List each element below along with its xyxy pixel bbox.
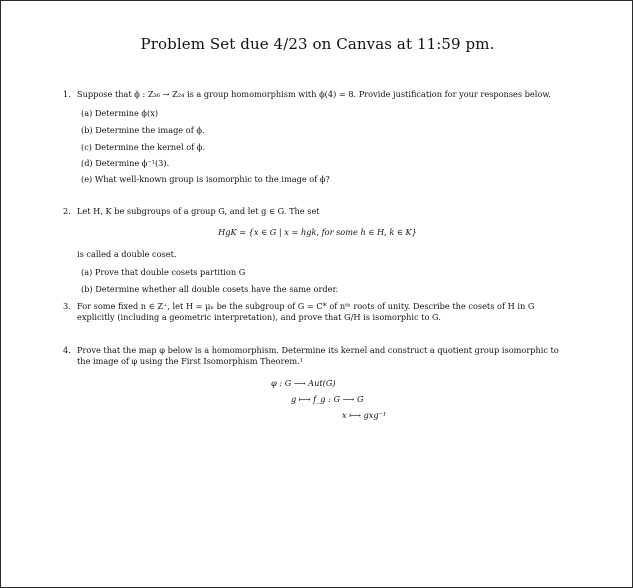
problem-text-line-1: For some fixed n ∈ Z⁺, let H = μₙ be the subgroup of G = C* of nᵗʰ roots of unity. Describe the cosets of H in G bbox=[77, 301, 535, 311]
map-line-1: φ : G ⟶ Aut(G) bbox=[271, 378, 336, 388]
problem-3 bbox=[63, 301, 603, 323]
problem-text: Let H, K be subgroups of a group G, and let g ∈ G. The set bbox=[77, 206, 320, 216]
problem-text-line-1: Prove that the map φ below is a homomorphism. Determine its kernel and construct a quotient group isomorphic to bbox=[77, 345, 559, 355]
problem-4 bbox=[63, 345, 603, 367]
problem-1-part-e: (e) What well-known group is isomorphic to the image of ϕ? bbox=[81, 174, 330, 184]
problem-2-part-b: (b) Determine whether all double cosets have the same order. bbox=[81, 284, 339, 294]
map-line-2: g ⟼ f_g : G ⟶ G bbox=[291, 394, 364, 404]
problem-1-part-a: (a) Determine ϕ(x) bbox=[81, 108, 159, 118]
problem-text: Suppose that ϕ : Z₃₆ → Z₂₄ is a group homomorphism with ϕ(4) = 8. Provide justification for your responses below. bbox=[77, 89, 551, 99]
problem-2-part-a: (a) Prove that double cosets partition G bbox=[81, 267, 246, 277]
problem-2 bbox=[63, 206, 603, 217]
problem-1-part-d: (d) Determine ϕ⁻¹(3). bbox=[81, 158, 170, 168]
double-coset-definition: HgK = {x ∈ G | x = hgk, for some h ∈ H, k ∈ K} bbox=[218, 227, 417, 237]
problem-1 bbox=[63, 89, 603, 100]
problem-number: 3. bbox=[63, 301, 71, 311]
problem-number: 1. bbox=[63, 89, 71, 99]
problem-1-part-b: (b) Determine the image of ϕ. bbox=[81, 125, 205, 135]
problem-2-after-text: is called a double coset. bbox=[77, 249, 177, 259]
problem-text-line-2: the image of φ using the First Isomorphism Theorem.¹ bbox=[77, 356, 303, 366]
problem-text-line-2: explicitly (including a geometric interpretation), and prove that G/H is isomorphic to G. bbox=[77, 312, 441, 322]
problem-number: 4. bbox=[63, 345, 71, 355]
page-title: Problem Set due 4/23 on Canvas at 11:59 pm. bbox=[140, 35, 495, 53]
problem-number: 2. bbox=[63, 206, 71, 216]
map-line-3: x ⟼ gxg⁻¹ bbox=[342, 410, 387, 420]
problem-1-part-c: (c) Determine the kernel of ϕ. bbox=[81, 142, 205, 152]
